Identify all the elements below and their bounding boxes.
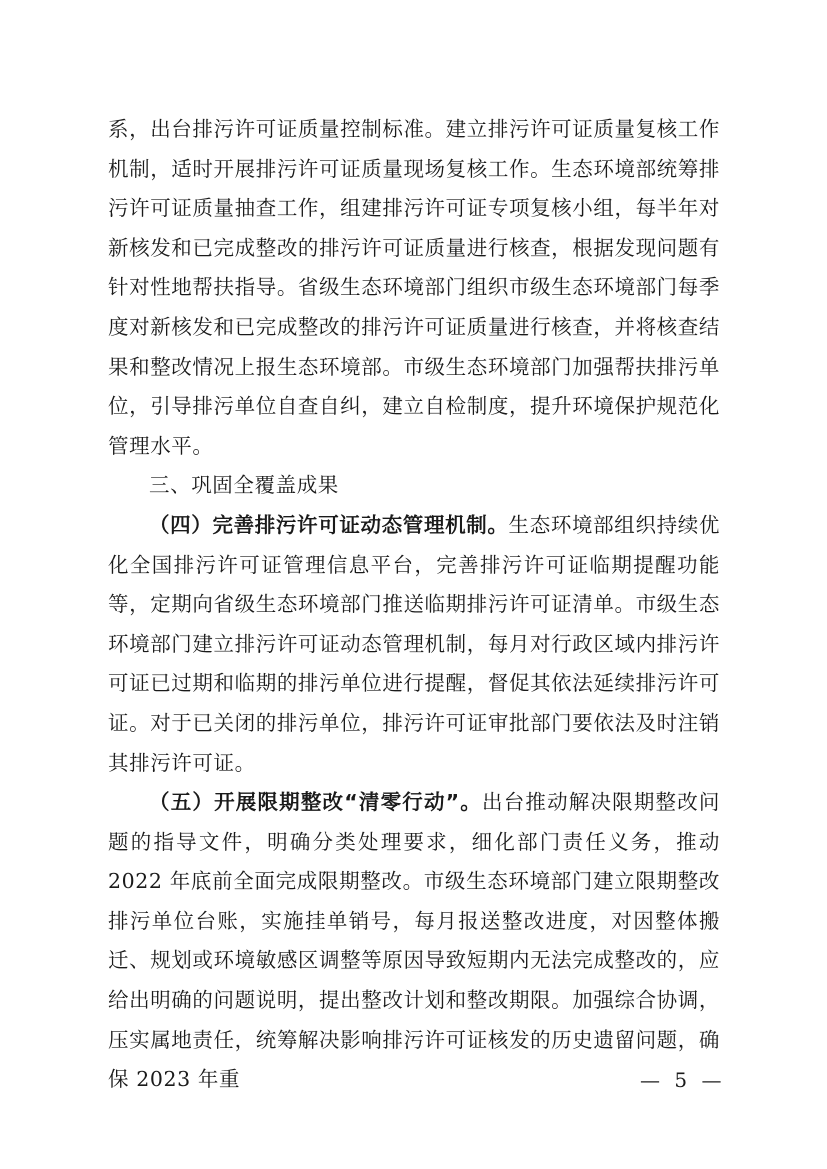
section-heading: 三、巩固全覆盖成果 <box>149 473 339 498</box>
item-five-paragraph <box>108 783 720 1100</box>
body-paragraph-continuation: 系，出台排污许可证质量控制标准。建立排污许可证质量复核工作机制，适时开展排污许可证质量现场复核工作。生态环境部统筹排污许可证质量抽查工作，组建排污许可证专项复核小组，每半年对新核发和已完成整改的排污许可证质量进行核查，根据发现问题有针对性地帮扶指导。省级生态环境部门组织市级生态环境部门每季度对新核发和已完成整改的排污许可证质量进行核查，并将核查结果和整改情况上报生态环境部。市级生态环境部门加强帮扶排污单位，引导排污单位自查自纠，建立自检制度，提升环境保护规范化管理水平。 <box>108 117 720 458</box>
item-four-paragraph <box>108 506 720 783</box>
item-four-text: 生态环境部组织持续优化全国排污许可证管理信息平台，完善排污许可证临期提醒功能等，定期向省级生态环境部门推送临期排污许可证清单。市级生态环境部门建立排污许可证动态管理机制，每月对行政区域内排污许可证已过期和临期的排污单位进行提醒，督促其依法延续排污许可证。对于已关闭的排污单位，排污许可证审批部门要依法及时注销其排污许可证。 <box>108 512 720 775</box>
item-five-lead: （五）开展限期整改“清零行动”。 <box>149 790 482 815</box>
item-four-lead: （四）完善排污许可证动态管理机制。 <box>149 512 509 537</box>
page-number: — 5 — <box>640 1068 726 1092</box>
document-page <box>108 110 720 1100</box>
item-five-text: 出台推动解决限期整改问题的指导文件，明确分类处理要求，细化部门责任义务，推动 2022 年底前全面完成限期整改。市级生态环境部门建立限期整改排污单位台账，实施挂单销号，每月报送整改进度，对因整体搬迁、规划或环境敏感区调整等原因导致短期内无法完成整改的，应给出明确的问题说明，提出整改计划和整改期限。加强综合协调，压实属地责任，统筹解决影响排污许可证核发的历史遗留问题，确保 2023 年重 <box>108 790 721 1092</box>
